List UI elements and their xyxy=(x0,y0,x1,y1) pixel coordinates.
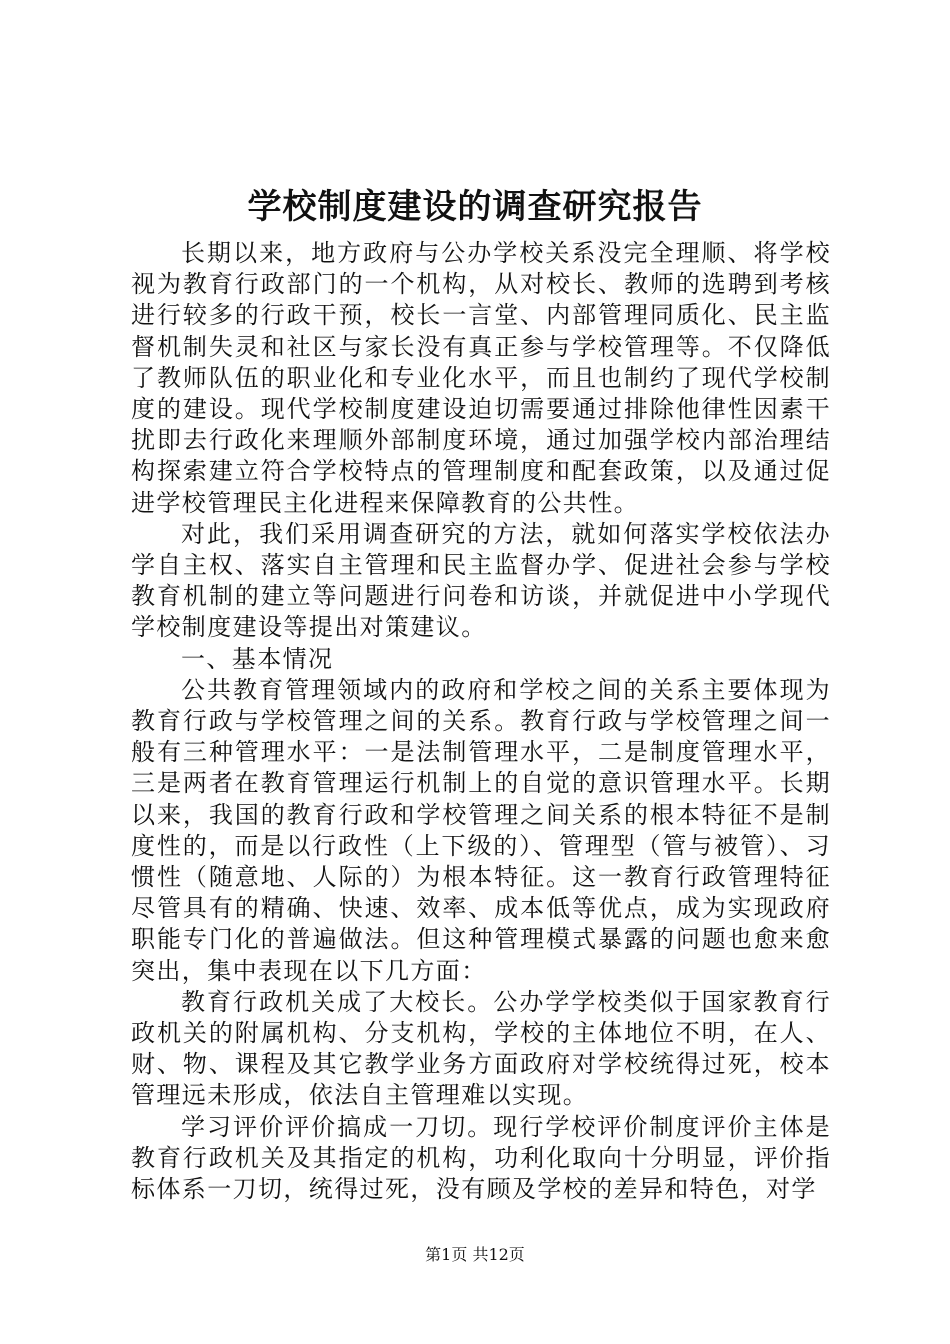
paragraph-relationship: 公共教育管理领域内的政府和学校之间的关系主要体现为教育行政与学校管理之间的关系。教育行政与学校管理之间一般有三种管理水平：一是法制管理水平，二是制度管理水平，三是两者在教育管理运行机制上的自觉的意识管理水平。长期以来，我国的教育行政和学校管理之间关系的根本特征不是制度性的，而是以行政性（上下级的）、管理型（管与被管）、习惯性（随意地、人际的）为根本特征。这一教育行政管理特征尽管具有的精确、快速、效率、成本低等优点，成为实现政府职能专门化的普遍做法。但这种管理模式暴露的问题也愈来愈突出，集中表现在以下几方面： xyxy=(131,675,831,985)
document-title: 学校制度建设的调查研究报告 xyxy=(247,187,703,227)
document-body xyxy=(131,238,831,1205)
page-footer: 第1页 共12页 xyxy=(425,1245,525,1264)
paragraph-method: 对此，我们采用调查研究的方法，就如何落实学校依法办学自主权、落实自主管理和民主监督办学、促进社会参与学校教育机制的建立等问题进行问卷和访谈，并就促进中小学现代学校制度建设等提出对策建议。 xyxy=(131,519,831,642)
paragraph-administration: 教育行政机关成了大校长。公办学学校类似于国家教育行政机关的附属机构、分支机构，学校的主体地位不明，在人、财、物、课程及其它教学业务方面政府对学校统得过死，校本管理远未形成，依法自主管理难以实现。 xyxy=(131,987,831,1110)
section-heading-basic-situation: 一、基本情况 xyxy=(181,644,334,673)
paragraph-intro: 长期以来，地方政府与公办学校关系没完全理顺、将学校视为教育行政部门的一个机构，从对校长、教师的选聘到考核进行较多的行政干预，校长一言堂、内部管理同质化、民主监督机制失灵和社区与家长没有真正参与学校管理等。不仅降低了教师队伍的职业化和专业化水平，而且也制约了现代学校制度的建设。现代学校制度建设迫切需要通过排除他律性因素干扰即去行政化来理顺外部制度环境，通过加强学校内部治理结构探索建立符合学校特点的管理制度和配套政策，以及通过促进学校管理民主化进程来保障教育的公共性。 xyxy=(131,239,831,517)
paragraph-evaluation: 学习评价评价搞成一刀切。现行学校评价制度评价主体是教育行政机关及其指定的机构，功利化取向十分明显，评价指标体系一刀切，统得过死，没有顾及学校的差异和特色，对学 xyxy=(131,1112,831,1204)
